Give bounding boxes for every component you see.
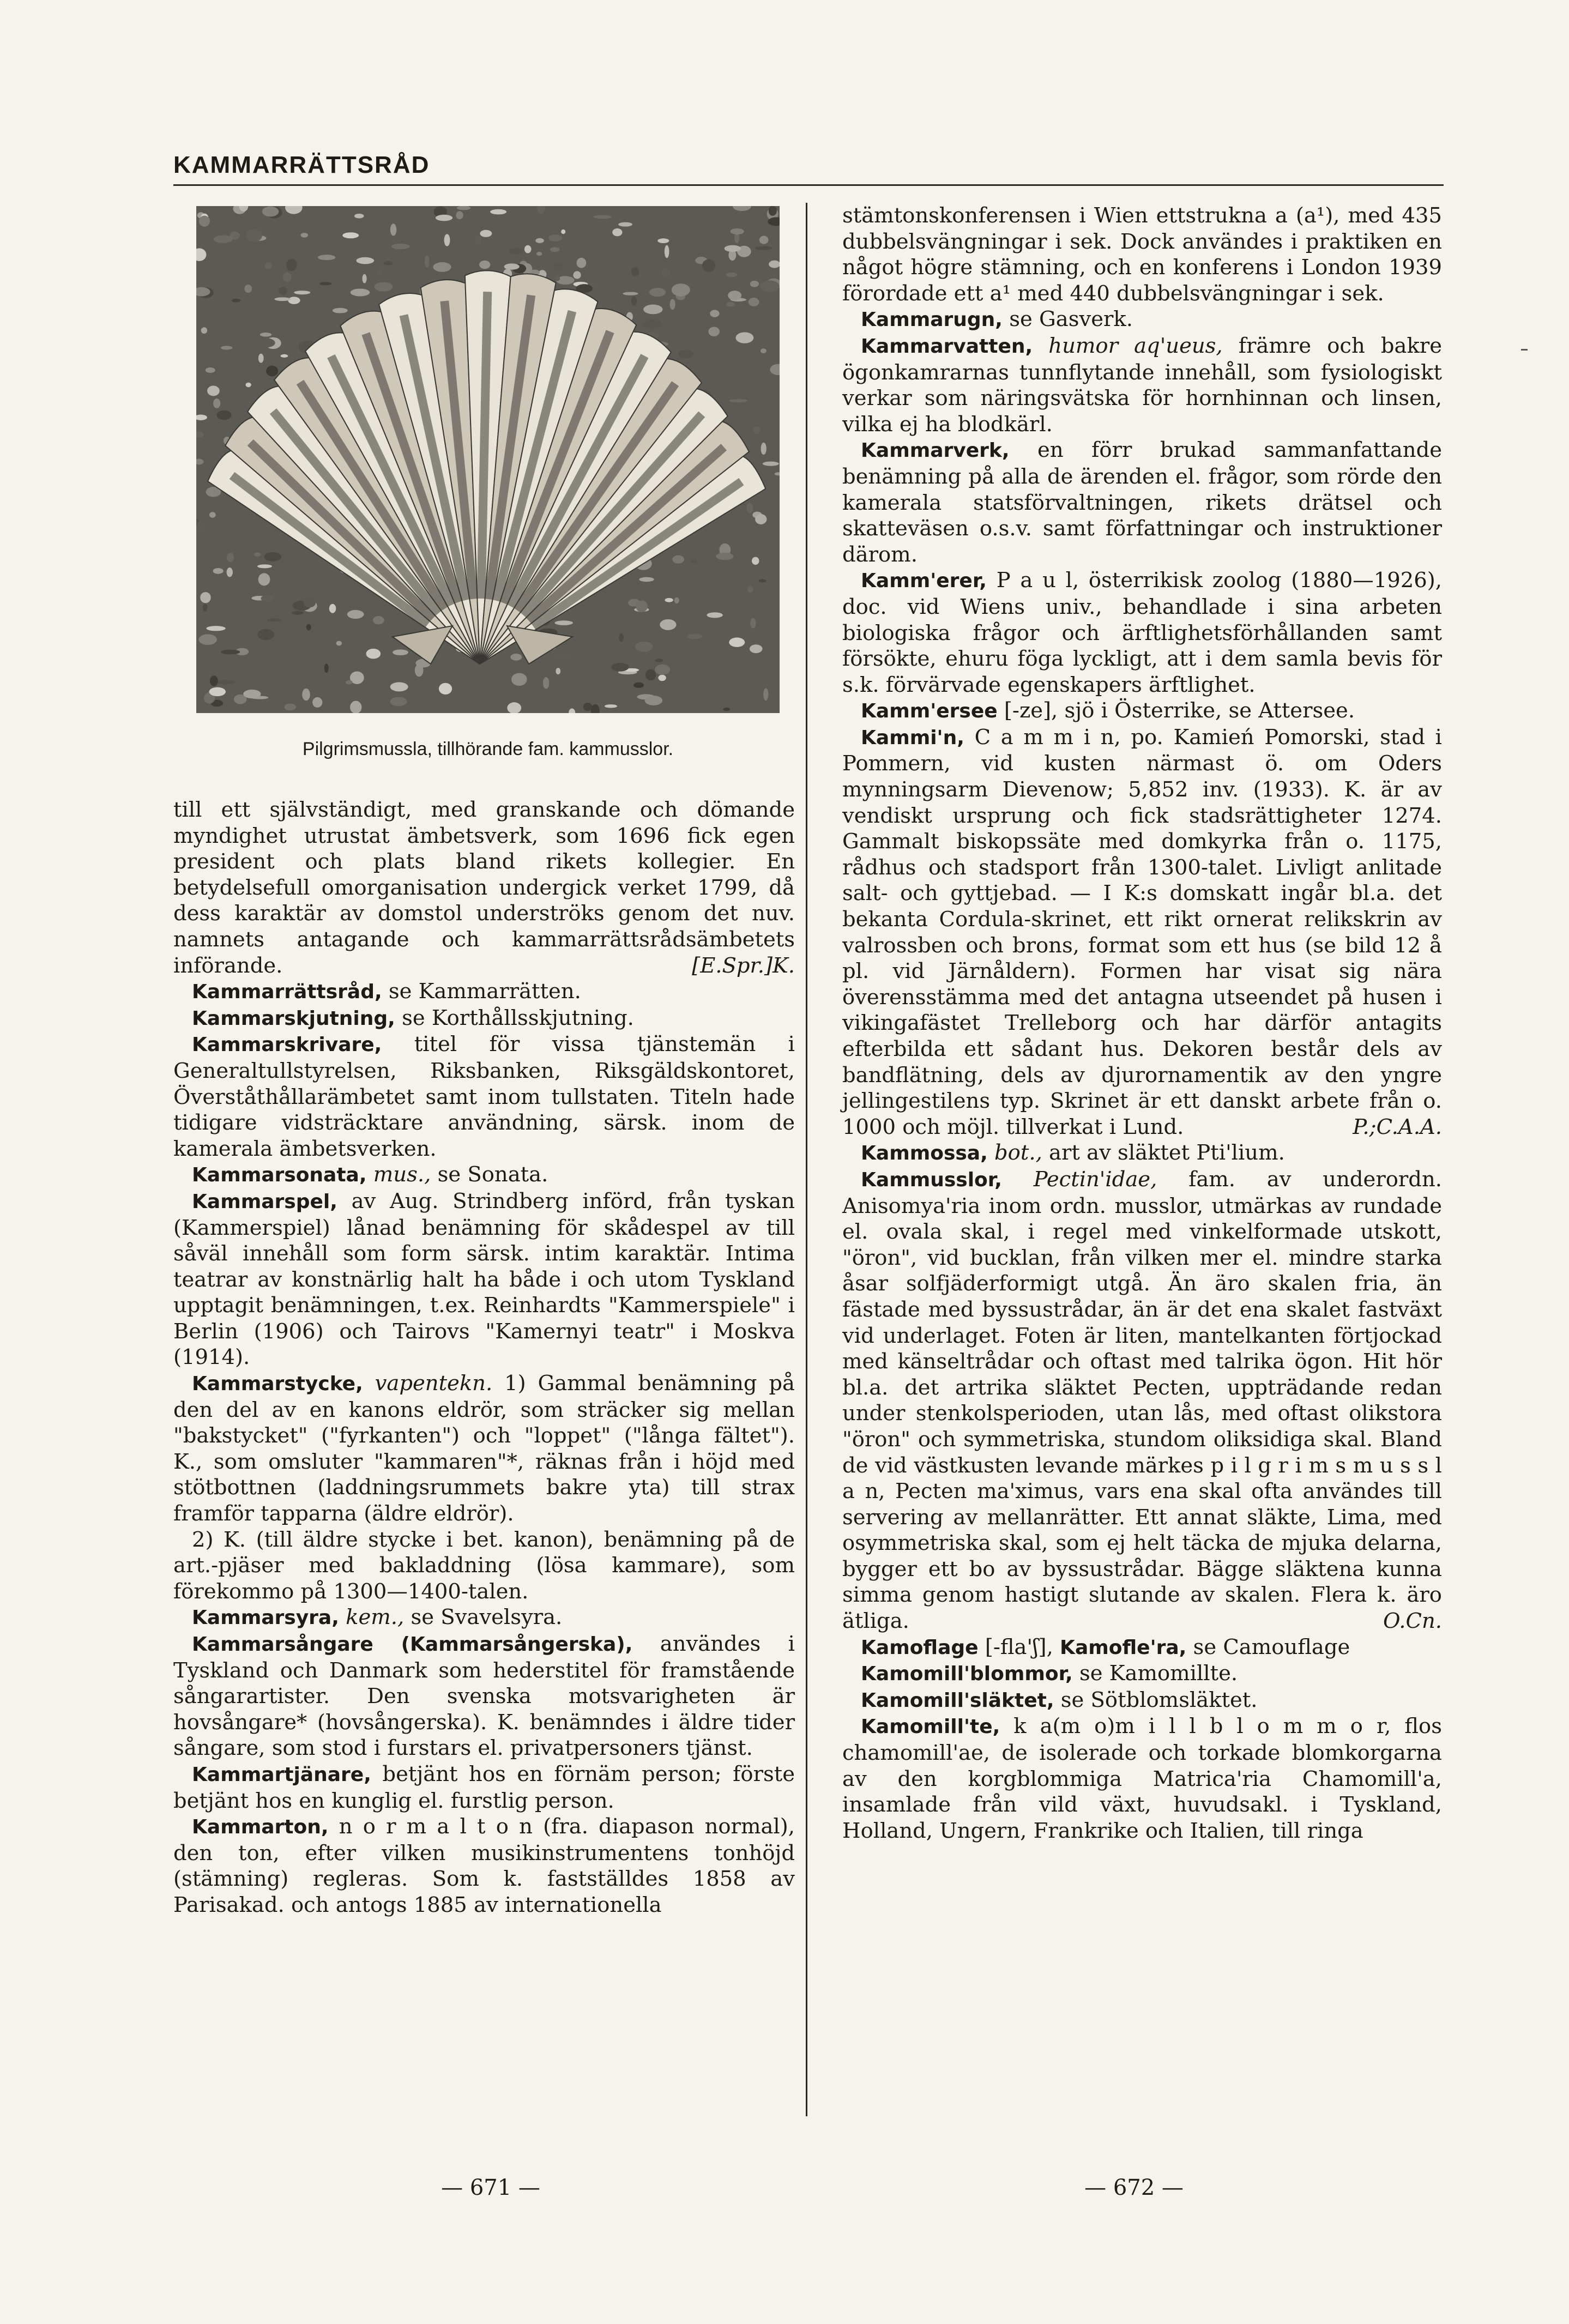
entry-text: [-fla'ʃ], (978, 1634, 1060, 1659)
entry-paragraph (842, 306, 1442, 333)
entry-text: till ett självständigt, med granskande och dömande myndighet utrustat ämbetsverk, som 1696 fick egen president och plats bland rikets kollegier. En betydelsefull omorganisation undergick verket 1799, då dess karaktär av domstol underströks genom det nuv. namnets antagande och kammarrättsrådsämbetets införande. (173, 798, 795, 978)
gravel-stone (605, 704, 617, 708)
gravel-stone (201, 327, 207, 334)
gravel-stone (511, 673, 527, 686)
entry-paragraph (173, 1162, 795, 1188)
gravel-stone (729, 637, 745, 647)
gravel-stone (761, 280, 780, 292)
entry-label: kem., (346, 1605, 405, 1630)
page-number-right: — 672 — (1084, 2175, 1184, 2200)
headword: Kammarverk, (861, 439, 1010, 462)
gravel-stone (769, 206, 777, 216)
gravel-stone (254, 552, 261, 556)
entry-label: humor aq'ueus, (1048, 333, 1223, 358)
gravel-stone (329, 604, 336, 613)
headword: Kammarstycke, (192, 1373, 363, 1396)
gravel-stone (258, 573, 270, 585)
headword: Kammarsonata, (192, 1164, 367, 1187)
entry-paragraph (173, 1005, 795, 1032)
gravel-stone (258, 354, 264, 363)
gravel-stone (645, 669, 656, 681)
entry-text: se Camouflage (1186, 1634, 1350, 1659)
entry-text: se Sötblomsläktet. (1054, 1687, 1258, 1712)
gravel-stone (213, 568, 224, 574)
gravel-stone (583, 703, 592, 711)
entry-text: art av släktet Pti'lium. (1042, 1140, 1285, 1166)
gravel-stone (631, 267, 639, 276)
entry-text: 1) Gammal benämning på den del av en kanons eldrör, som sträcker sig mellan "bakstycket" ("fyrkanten") och "loppet" ("långa fältet"). K., som omsluter "kammaren"*, räknas från i höjd med stötbottnen (laddningsrummets bakre yta) till strax framför tapparna (äldre eldrör). (173, 1371, 795, 1526)
running-head: KAMMARRÄTTSRÅD (173, 152, 430, 178)
gravel-stone (536, 252, 542, 256)
entry-text: se Kammarrätten. (382, 979, 581, 1004)
gravel-stone (556, 668, 560, 674)
gravel-stone (279, 287, 287, 295)
headword: Kammusslor, (861, 1168, 1002, 1191)
gravel-stone (679, 350, 694, 359)
right-column (842, 203, 1442, 1844)
entry-text: se Kamomillte. (1072, 1661, 1238, 1686)
gravel-stone (244, 285, 252, 293)
gravel-stone (761, 443, 767, 455)
gravel-stone (199, 216, 210, 227)
entry-paragraph (842, 1167, 1442, 1634)
gravel-stone (577, 258, 587, 268)
scallop-shell-image (196, 206, 780, 713)
entry-text: se Svavelsyra. (404, 1605, 563, 1630)
gravel-stone (214, 235, 233, 243)
gravel-stone (196, 521, 204, 532)
gravel-stone (555, 620, 573, 625)
gravel-stone (755, 246, 772, 250)
gravel-stone (750, 281, 759, 287)
gravel-stone (672, 283, 690, 296)
gravel-stone (262, 207, 279, 217)
gravel-stone (246, 229, 262, 242)
gravel-stone (354, 214, 364, 219)
entry-paragraph (842, 1140, 1442, 1167)
gravel-stone (274, 297, 291, 301)
gravel-stone (346, 680, 353, 685)
gravel-stone (690, 560, 697, 564)
gravel-stone (257, 629, 274, 640)
gravel-stone (635, 642, 653, 652)
gravel-stone (207, 385, 220, 396)
gravel-stone (390, 224, 396, 236)
entry-paragraph (842, 1713, 1442, 1844)
gravel-stone (504, 263, 519, 269)
scallop-shell-photo (196, 206, 780, 713)
gravel-stone (267, 618, 282, 621)
headword: Kammartjänare, (192, 1763, 371, 1786)
gravel-stone (728, 291, 741, 300)
entry-paragraph (842, 725, 1442, 1140)
entry-text: användes i Tyskland och Danmark som hederstitel för framstående sångarartister. Den svenska motsvarigheten är hovsångare* (hovsångerska). K. benämndes i äldre tider sångare, som stod i furstars el. privatpersoners tjänst. (173, 1632, 795, 1761)
gravel-stone (425, 255, 430, 267)
gravel-stone (284, 703, 296, 710)
gravel-stone (555, 276, 560, 281)
gravel-stone (260, 333, 271, 337)
gravel-stone (543, 677, 549, 689)
gravel-stone (710, 310, 719, 317)
gravel-stone (200, 592, 211, 603)
entry-paragraph (173, 1527, 795, 1605)
entry-paragraph (173, 1814, 795, 1918)
gravel-stone (655, 665, 670, 675)
gravel-stone (264, 552, 282, 562)
entry-text: en förr brukad sammanfattande benämning på alla de ärenden el. frågor, som rörde den kamerala statsförvaltningen, rikets drätsel och skatteväsen o.s.v. samt författningar och instruktioner därom. (842, 438, 1442, 567)
photo-caption: Pilgrimsmussla, tillhörande fam. kammusslor. (302, 739, 674, 759)
headword: Kammi'n, (861, 726, 964, 749)
gravel-stone (619, 633, 624, 642)
gravel-stone (723, 708, 730, 711)
gravel-stone (436, 215, 452, 221)
entry-label: Pectin'idae, (1033, 1167, 1157, 1192)
gravel-stone (198, 634, 216, 645)
gravel-stone (750, 644, 763, 653)
entry-paragraph (173, 1371, 795, 1527)
gravel-stone (618, 222, 632, 227)
gravel-stone (227, 568, 233, 577)
entry-label: mus., (373, 1162, 431, 1187)
headword: Kammarspel, (192, 1190, 337, 1213)
gravel-stone (390, 697, 407, 706)
entry-text: betjänt hos en förnäm person; förste betjänt hos en kunglig el. furstlig person. (173, 1761, 795, 1813)
gravel-stone (312, 697, 322, 708)
gravel-stone (210, 675, 218, 686)
gravel-stone (384, 261, 393, 265)
gravel-stone (708, 327, 720, 336)
entry-text: C a m m i n, po. Kamień Pomorski, stad i Pommern, vid kusten närmast ö. om Oders mynningsarm Dievenow; 5,852 inv. (1933). K. är av vendiskt ursprung och fick stadsrättigheter 1274. Gammalt biskopssäte med domkyrka från o. 1175, rådhus och stadsport från 1300-talet. Livligt anlitade salt- och gyttjebad. — I K:s domskatt ingår bl.a. det bekanta Cordula-skrinet, ett rikt ornerat relikskrin av valrossben och brons, format som ett hus (se bild 12 å pl. vid Järnåldern). Formen har visat sig nära överensstämma med det antagna utseendet på husen i vikingafästet Trelleborg och har därför antagits efterbilda ett sådant hus. Dekoren består dels av bandflätning, dels av djurornamentik av den yngre jellingestilens typ. Skrinet är ett danskt arbete från o. 1000 och möjl. tillverkat i Lund. (842, 725, 1442, 1139)
gravel-stone (674, 597, 679, 603)
gravel-stone (687, 633, 702, 639)
gravel-stone (573, 271, 581, 279)
headword: Kammarvatten, (861, 335, 1033, 358)
headword: Kamomill'te, (861, 1716, 1000, 1739)
gravel-stone (747, 586, 753, 593)
gravel-stone (643, 305, 662, 315)
entry-text: 2) K. (till äldre stycke i bet. kanon), benämning på de art.-pjäser med bakladdning (lösa kammare), som förekommo på 1300—1400-talen. (173, 1527, 795, 1604)
gravel-stone (725, 245, 741, 252)
entry-paragraph (173, 979, 795, 1005)
entry-paragraph (173, 797, 795, 979)
gravel-stone (702, 259, 715, 272)
gravel-stone (209, 512, 216, 518)
column-rule (806, 203, 807, 2116)
gravel-stone (304, 598, 316, 608)
gravel-stone (524, 245, 532, 253)
gravel-stone (759, 579, 767, 582)
entry-paragraph (173, 1188, 795, 1371)
gravel-stone (347, 610, 364, 619)
entry-label: bot., (994, 1140, 1042, 1166)
gravel-stone (761, 348, 767, 353)
headword: Kammarton, (192, 1816, 329, 1839)
gravel-stone (375, 282, 393, 292)
gravel-stone (665, 598, 673, 602)
gravel-stone (243, 690, 261, 698)
gravel-stone (456, 211, 463, 219)
gravel-stone (283, 273, 292, 282)
gravel-stone (639, 577, 654, 582)
gravel-stone (475, 235, 481, 244)
gravel-stone (510, 654, 522, 661)
entry-paragraph (842, 1634, 1442, 1661)
gravel-stone (661, 269, 671, 277)
gravel-stone (645, 696, 663, 705)
gravel-stone (439, 683, 452, 695)
gravel-stone (362, 274, 366, 283)
headword: Kammarsyra, (192, 1607, 339, 1629)
gravel-stone (753, 426, 760, 434)
headword: Kamoflage (861, 1636, 979, 1659)
gravel-stone (227, 553, 234, 562)
gravel-stone (716, 553, 733, 560)
page-number-left: — 671 — (441, 2175, 540, 2200)
gravel-stone (643, 319, 661, 329)
gravel-stone (292, 611, 304, 615)
gravel-stone (221, 346, 233, 349)
gravel-stone (281, 354, 288, 358)
gravel-stone (203, 603, 208, 611)
gravel-stone (261, 595, 274, 602)
headword: Kamm'erer, (861, 570, 987, 593)
gravel-stone (729, 399, 747, 402)
gravel-stone (611, 663, 629, 672)
gravel-stone (480, 230, 492, 237)
gravel-stone (763, 461, 779, 466)
entry-paragraph (842, 203, 1442, 306)
gravel-stone (206, 626, 225, 631)
headword: Kammarugn, (861, 309, 1003, 331)
gravel-stone (672, 555, 684, 563)
entry-text: titel för vissa tjänstemän i Generaltullstyrelsen, Riksbanken, Riksgäldskontoret, Överståthållarämbetet samt inom tullstaten. Titeln hade tidigare vidsträcktare användning, särsk. inom de kamerala ämbetsverken. (173, 1032, 795, 1161)
gravel-stone (707, 612, 722, 618)
left-column (173, 797, 795, 1918)
gravel-stone (509, 248, 523, 255)
gravel-stone (324, 664, 329, 673)
entry-paragraph (173, 1761, 795, 1814)
gravel-stone (490, 209, 506, 215)
headword: Kamofle'ra, (1060, 1636, 1187, 1659)
entry-paragraph (173, 1031, 795, 1162)
gravel-stone (294, 291, 310, 294)
gravel-stone (300, 233, 308, 238)
gravel-stone (390, 682, 408, 691)
margin-mark (1521, 349, 1528, 351)
entry-paragraph (173, 1631, 795, 1761)
entry-text: se Gasverk. (1002, 307, 1133, 332)
gravel-stone (594, 215, 612, 219)
gravel-stone (749, 298, 759, 306)
gravel-stone (660, 619, 676, 630)
gravel-stone (755, 514, 767, 524)
gravel-stone (444, 234, 450, 246)
entry-paragraph (842, 698, 1442, 725)
gravel-stone (366, 649, 381, 659)
gravel-stone (342, 232, 359, 238)
gravel-stone (288, 297, 300, 304)
gravel-stone (286, 259, 297, 271)
gravel-stone (550, 247, 560, 252)
gravel-stone (256, 338, 275, 348)
headword: Kamm'ersee (861, 700, 998, 723)
gravel-stone (649, 288, 666, 297)
gravel-stone (373, 616, 384, 624)
header-rule (173, 184, 1444, 186)
entry-text: stämtonskonferensen i Wien ettstrukna a (a¹), med 435 dubbelsvängningar i sek. Dock användes i praktiken en något högre stämning, och en konferens i London 1939 förordade ett a¹ med 440 dubbelsvängningar i sek. (842, 203, 1442, 306)
headword: Kammarskjutning, (192, 1007, 395, 1030)
gravel-stone (548, 234, 563, 242)
gravel-stone (221, 650, 240, 655)
gravel-stone (665, 245, 669, 258)
headword: Kamomill'blommor, (861, 1663, 1073, 1686)
gravel-stone (356, 257, 374, 264)
gravel-stone (245, 383, 251, 388)
entry-text: [-ze], sjö i Österrike, se Attersee. (997, 698, 1355, 723)
gravel-stone (232, 299, 241, 303)
author-signature: [E.Spr.]K. (692, 953, 795, 978)
gravel-stone (553, 263, 563, 271)
headword: Kamomill'släktet, (861, 1689, 1054, 1712)
entry-text: fam. av underordn. Anisomya'ria inom ordn. musslor, utmärkas av rundade el. ovala skal, i regel med vinkelformade utskott, "öron", vid bucklan, från vilken mer el. mindre starka åsar solfjäderformigt utgå. Än äro skalen fria, än fästade med byssustrådar, än är det ena skalet fastväxt vid underlaget. Foten är liten, mantelkanten förtjockad med känseltrådar och oftast med talrika ögon. Hit hör bl.a. det artrika släktet Pecten, uppträdande redan under stenkolsperioden, utan lås, med oftast olikstora "öron" och symmetriska, stundom oliksidiga skal. Bland de vid västkusten levande märkes p i l g r i m s m u s s l a n, Pecten ma'ximus, vars ena skal ofta användes till servering av mellanrätter. Ett annat släkte, Lima, med osymmetriska skal, som ej helt täcka de mjuka delarna, bygger ett bo av byssustrådar. Bägge släktena kunna simma genom hastigt slutande av skalen. Flera k. äro ätliga. (842, 1167, 1442, 1634)
headword: Kammossa, (861, 1142, 988, 1165)
author-signature: P.;C.A.A. (1353, 1114, 1442, 1139)
entry-paragraph (173, 1604, 795, 1631)
gravel-stone (633, 683, 644, 688)
gravel-stone (730, 228, 744, 234)
gravel-stone (623, 292, 638, 295)
gravel-stone (216, 411, 231, 420)
gravel-stone (391, 244, 410, 249)
headword: Kammarskrivare, (192, 1034, 382, 1057)
gravel-stone (302, 689, 310, 701)
gravel-stone (726, 302, 735, 307)
gravel-stone (752, 557, 759, 565)
gravel-stone (658, 675, 666, 681)
gravel-stone (657, 238, 669, 243)
gravel-stone (333, 308, 348, 313)
entry-text: se Sonata. (431, 1162, 548, 1187)
gravel-stone (306, 624, 311, 631)
entry-text: k a(m o)m i l l b l o m m o r, flos chamomill'ae, de isolerade och torkade blomkorgarna av den korgblommiga Matrica'ria Chamomill'a, insamlade från vild växt, huvudsakl. i Tyskland, Holland, Ungern, Frankrike och Italien, till ringa (842, 1714, 1442, 1843)
entry-paragraph (842, 1661, 1442, 1687)
entry-paragraph (842, 568, 1442, 698)
gravel-stone (655, 659, 663, 662)
entry-label: vapentekn. (375, 1371, 493, 1396)
gravel-stone (265, 262, 272, 269)
gravel-stone (257, 564, 272, 568)
gravel-stone (670, 299, 675, 310)
gravel-stone (266, 366, 278, 377)
entry-text: n o r m a l t o n (fra. diapason normal), den ton, efter vilken musikinstrumentens tonhöjd (stämning) regleras. Som k. fastställdes 1858 av Parisakad. och antogs 1885 av internationella (173, 1814, 795, 1917)
gravel-stone (759, 236, 769, 244)
entry-paragraph (842, 333, 1442, 437)
entry-text: P a u l, österrikisk zoolog (1880—1926), doc. vid Wiens univ., behandlade i sina arbeten biologiska frågor och ärftlighetsförhållanden samt försökte, ehuru föga lyckligt, att i dem samla bevis för s.k. förvärvade egenskapers ärftlighet. (842, 568, 1442, 697)
gravel-stone (336, 641, 342, 646)
author-signature: O.Cn. (1383, 1609, 1442, 1634)
gravel-stone (636, 600, 648, 612)
entry-paragraph (842, 437, 1442, 568)
gravel-stone (561, 230, 565, 234)
gravel-stone (319, 282, 331, 285)
gravel-stone (479, 261, 490, 269)
entry-text: av Aug. Strindberg införd, från tyskan (Kammerspiel) lånad benämning för skådespel av till såväl innehåll som form särsk. intim karaktär. Intima teatrar av konstnärlig halt ha både i och utom Tyskland upptagit benämningen, t.ex. Reinhardts "Kammerspiele" i Berlin (1906) och Tairovs "Kamernyi teatr" i Moskva (1914). (173, 1188, 795, 1370)
gravel-stone (393, 649, 408, 655)
gravel-stone (735, 332, 753, 343)
gravel-stone (763, 688, 768, 701)
entry-text: främre och bakre ögonkamrarnas tunnflytande innehåll, som fysiologiskt verkar som näringsvätska för hornhinnan och linsen, vilka ej ha blodkärl. (842, 333, 1442, 437)
gravel-stone (631, 297, 637, 306)
headword: Kammarsångare (Kammarsångerska), (192, 1633, 633, 1656)
gravel-stone (746, 503, 753, 513)
entry-paragraph (842, 1687, 1442, 1714)
gravel-stone (209, 687, 226, 697)
gravel-stone (216, 680, 235, 684)
gravel-stone (535, 238, 544, 243)
gravel-stone (213, 399, 220, 408)
gravel-stone (553, 652, 572, 659)
gravel-stone (726, 273, 737, 277)
gravel-stone (206, 367, 215, 373)
gravel-stone (750, 618, 756, 629)
entry-text: se Korthållsskjutning. (395, 1005, 634, 1030)
gravel-stone (378, 267, 383, 275)
gravel-stone (351, 288, 370, 296)
gravel-stone (318, 255, 335, 260)
gravel-stone (433, 262, 451, 272)
headword: Kammarrättsråd, (192, 981, 382, 1004)
gravel-stone (612, 228, 622, 236)
